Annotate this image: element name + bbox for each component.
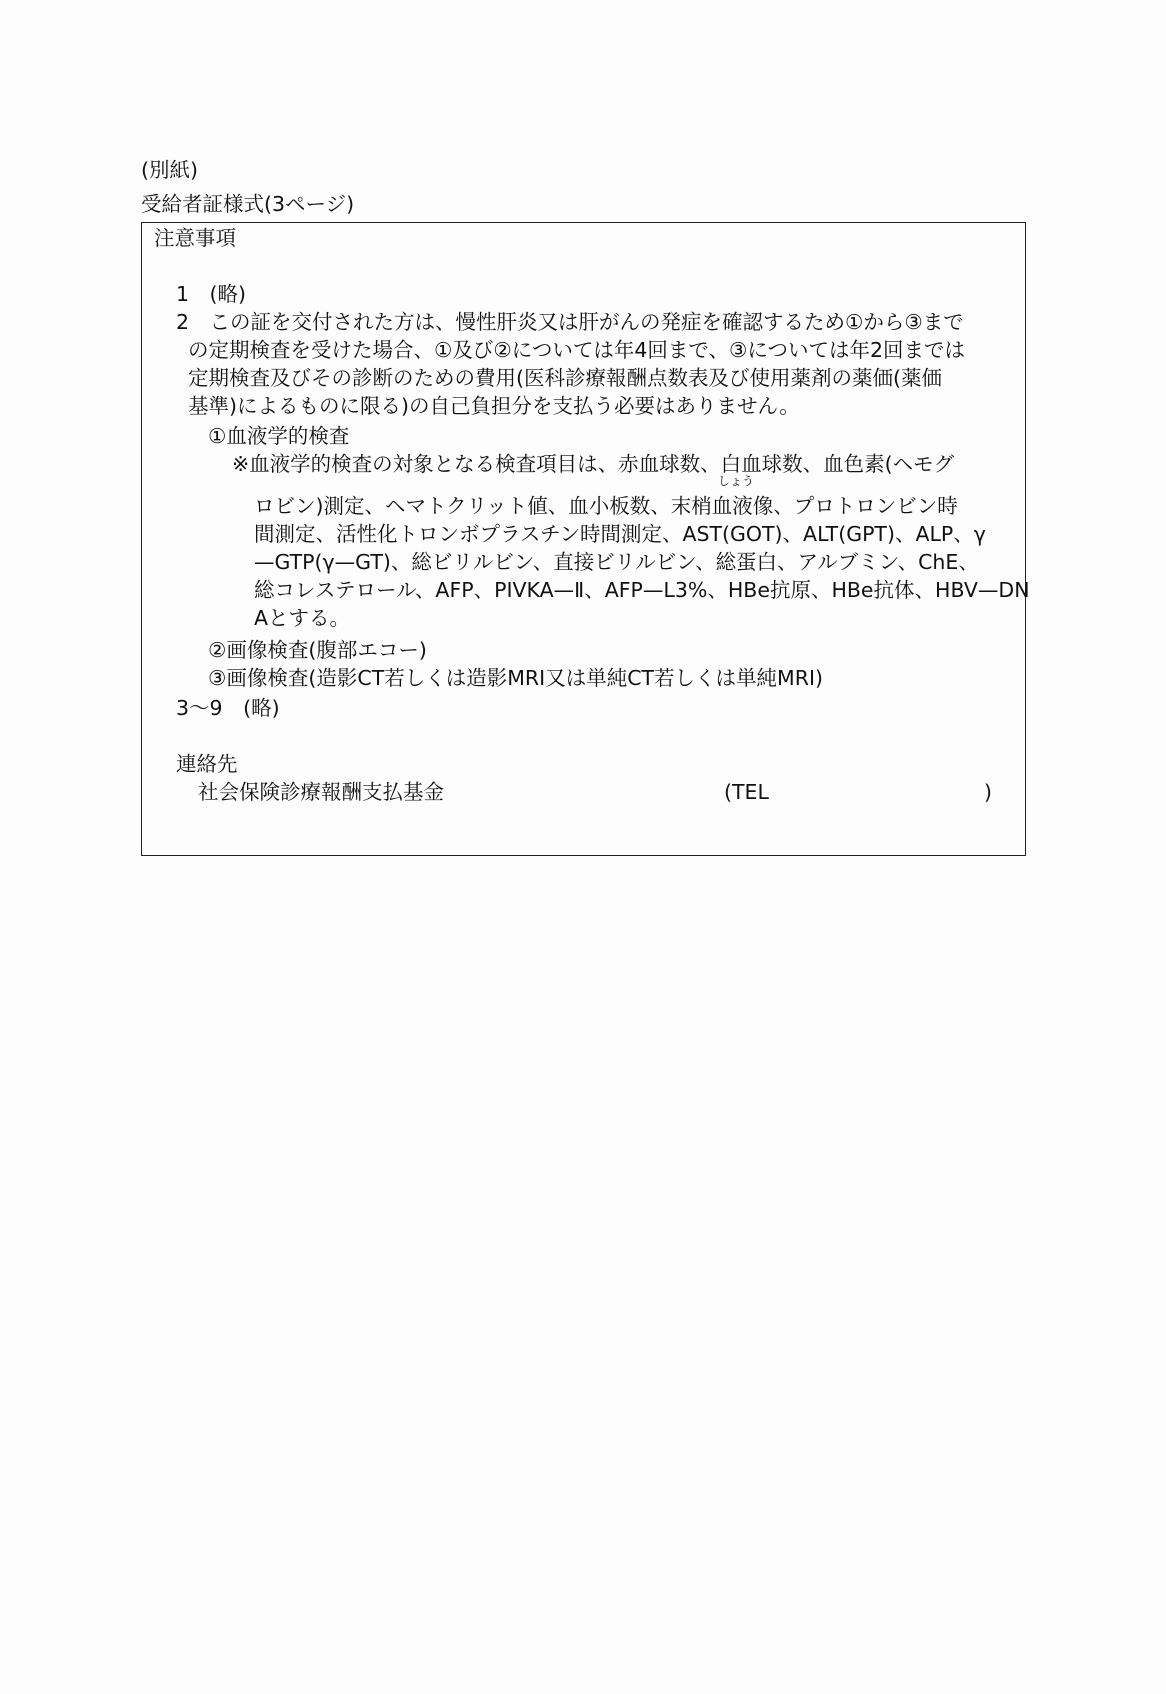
check-1-note-line-4: —GTP(γ—GT)、総ビリルビン、直接ビリルビン、総蛋白、アルブミン、ChE、	[254, 550, 979, 574]
notice-item-2-line-4: 基準)によるものに限る)の自己負担分を支払う必要はありません。	[188, 394, 800, 418]
notice-items-rest: 3〜9 (略)	[176, 696, 280, 720]
check-1-heading: ①血液学的検査	[208, 424, 350, 448]
attachment-label: (別紙)	[141, 158, 198, 182]
notice-item-2-line-2: の定期検査を受けた場合、①及び②については年4回まで、③については年2回までは	[188, 338, 965, 362]
notice-title: 注意事項	[154, 226, 236, 250]
ruby-reading: しょう	[718, 474, 755, 488]
check-3-heading: ③画像検査(造影CT若しくは造影MRI又は単純CT若しくは単純MRI)	[208, 666, 823, 690]
notice-item-2-line-3: 定期検査及びその診断のための費用(医科診療報酬点数表及び使用薬剤の薬価(薬価	[188, 366, 942, 390]
check-1-note-line-2: ロビン)測定、ヘマトクリット値、血小板数、末梢血液像、プロトロンビン時	[254, 494, 958, 518]
check-1-note-line-5: 総コレステロール、AFP、PIVKA—Ⅱ、AFP—L3%、HBe抗原、HBe抗体、HBV—DN	[254, 578, 1030, 602]
form-title: 受給者証様式(3ページ)	[141, 192, 355, 216]
check-1-note-line-3: 間測定、活性化トロンボプラスチン時間測定、AST(GOT)、ALT(GPT)、ALP、γ	[254, 522, 986, 546]
check-1-note-line-6: Aとする。	[254, 606, 351, 630]
notice-item-2-line-1: 2 この証を交付された方は、慢性肝炎又は肝がんの発症を確認するため①から③まで	[176, 310, 964, 334]
check-1-note-line-1: ※血液学的検査の対象となる検査項目は、赤血球数、白血球数、血色素(ヘモグ	[232, 452, 955, 476]
contact-org: 社会保険診療報酬支払基金	[198, 780, 444, 804]
tel-close: )	[984, 780, 992, 804]
contact-label: 連絡先	[176, 752, 238, 776]
tel-label: (TEL	[724, 780, 769, 804]
check-2-heading: ②画像検査(腹部エコー)	[208, 638, 427, 662]
notice-item-1: 1 (略)	[176, 282, 247, 306]
